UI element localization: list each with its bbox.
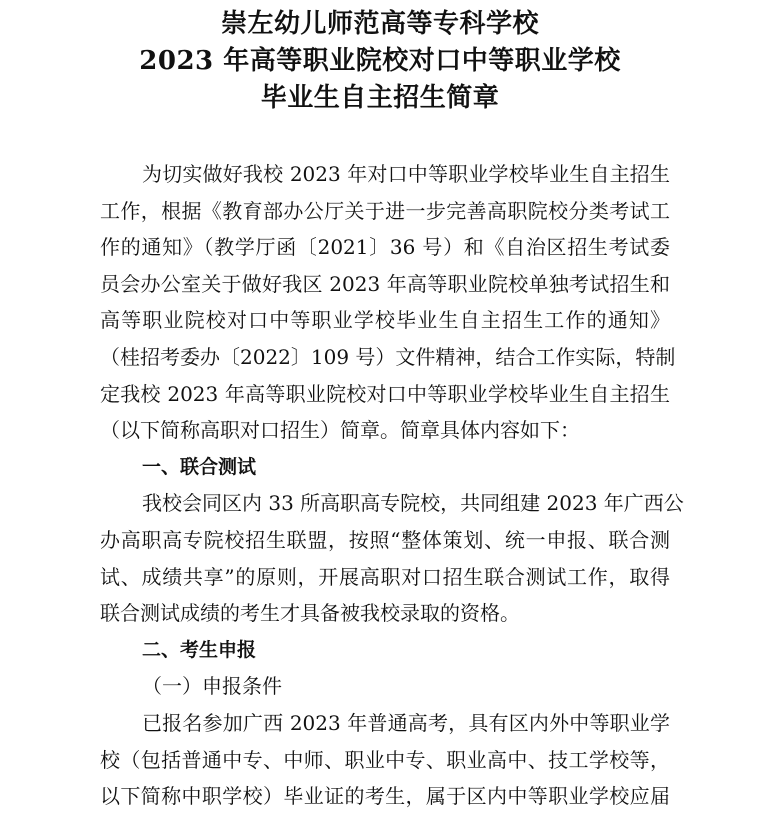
title-line-program: 2023 年高等职业院校对口中等职业学校 [139,46,621,76]
section1-line: 联合测试成绩的考生才具备被我校录取的资格。 [100,601,520,626]
section-heading-joint-test: 一、联合测试 [142,455,257,478]
intro-line: 作的通知》（教学厅函〔2021〕36 号）和《自治区招生考试委 [100,235,670,260]
section-heading-applicant: 二、考生申报 [142,638,257,661]
section2-line: 已报名参加广西 2023 年普通高考，具有区内外中等职业学 [142,710,670,735]
subheading-conditions: （一）申报条件 [142,674,282,699]
section1-line: 我校会同区内 33 所高职高专院校，共同组建 2023 年广西公 [142,491,684,516]
title-line-brochure: 毕业生自主招生简章 [260,83,500,113]
intro-line: 工作，根据《教育部办公厅关于进一步完善高职院校分类考试工 [100,198,670,223]
document-body [100,156,684,815]
section1-line: 试、成绩共享”的原则，开展高职对口招生联合测试工作，取得 [100,564,670,589]
intro-line: 高等职业院校对口中等职业学校毕业生自主招生工作的通知》 [100,308,670,333]
document-title [0,6,760,117]
intro-line: 为切实做好我校 2023 年对口中等职业学校毕业生自主招生 [142,162,670,186]
section1-line: 办高职高专院校招生联盟，按照“整体策划、统一申报、联合测 [100,527,670,552]
intro-line: （以下简称高职对口招生）简章。简章具体内容如下： [100,418,580,443]
intro-line: 定我校 2023 年高等职业院校对口中等职业学校毕业生自主招生 [100,381,670,406]
section2-line: 校（包括普通中专、中师、职业中专、职业高中、技工学校等， [100,747,670,772]
intro-line: （桂招考委办〔2022〕109 号）文件精神，结合工作实际，特制 [100,344,676,369]
section2-line: 以下简称中职学校）毕业证的考生，属于区内中等职业学校应届 [100,784,670,809]
title-line-school: 崇左幼儿师范高等专科学校 [220,9,539,39]
intro-line: 员会办公室关于做好我区 2023 年高等职业院校单独考试招生和 [100,271,670,296]
